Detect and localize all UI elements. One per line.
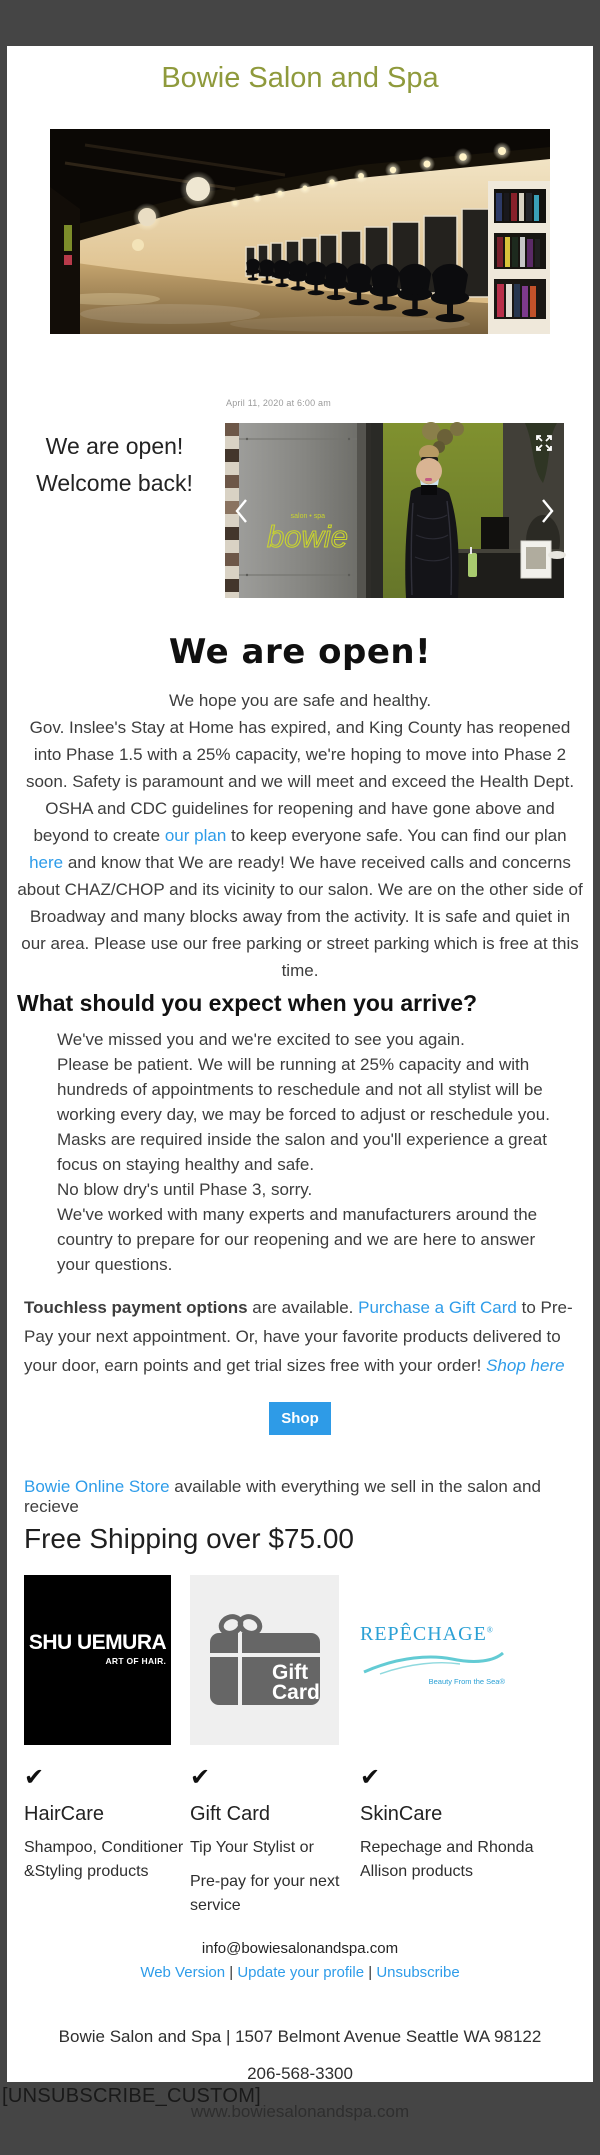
aside-line-1: We are open! — [45, 433, 184, 459]
touchless-bold: Touchless payment options — [24, 1298, 248, 1317]
shop-button[interactable]: Shop — [269, 1402, 331, 1435]
shu-uemura-brand-text: SHU UEMURA — [28, 1630, 167, 1654]
shop-here-link[interactable]: Shop here — [486, 1356, 565, 1375]
intro-line-1: We hope you are safe and healthy. — [168, 691, 432, 710]
product-grid — [24, 1575, 593, 1918]
free-shipping-heading: Free Shipping over $75.00 — [24, 1523, 354, 1554]
repechage-tagline: Beauty From the Sea® — [428, 1677, 505, 1686]
list-item: Please be patient. We will be running at 25% capacity and with hundreds of appointments to reschedule and not all stylist will be working every day, we may be forced to adjust or reschedule you. — [57, 1055, 550, 1124]
list-item: Masks are required inside the salon and you'll experience a great focus on staying healthy and safe. — [57, 1130, 547, 1174]
footer-address: Bowie Salon and Spa | 1507 Belmont Avenue Seattle WA 98122 — [58, 2027, 542, 2046]
aside-line-2: Welcome back! — [36, 470, 193, 496]
product-column-skincare — [360, 1575, 541, 1918]
store-text: available with everything we sell in the salon and recieve — [24, 1477, 541, 1516]
store-paragraph — [24, 1477, 593, 1517]
checkmark-icon: ✔ — [24, 1764, 45, 1791]
contact-email: info@bowiesalonandspa.com — [201, 1940, 399, 1957]
our-plan-link[interactable]: our plan — [164, 826, 227, 845]
carousel — [225, 423, 564, 598]
pay-text-1: are available. — [247, 1298, 359, 1317]
giftcard-description — [190, 1836, 360, 1918]
separator: | — [225, 1964, 238, 1981]
salon-interior-image — [50, 129, 550, 334]
salon-logo-text: bowie — [267, 519, 348, 554]
unsubscribe-placeholder: [UNSUBSCRIBE_CUSTOM] — [2, 2085, 262, 2107]
shop-button-row — [7, 1402, 593, 1435]
footer-phone: 206-568-3300 — [247, 2064, 353, 2083]
main-heading: We are open! — [168, 632, 432, 672]
shu-uemura-sub-text: ART OF HAIR. — [105, 1655, 167, 1666]
haircare-title: HairCare — [24, 1803, 105, 1825]
spacer — [190, 1860, 360, 1870]
giftcard-desc-line2: Pre-pay for your next service — [190, 1873, 340, 1914]
repechage-logo — [360, 1623, 507, 1646]
list-item: We've missed you and we're excited to see you again. — [57, 1030, 465, 1049]
registered-mark: ® — [486, 1625, 494, 1635]
skincare-title: SkinCare — [360, 1803, 443, 1825]
aside-note — [12, 428, 217, 502]
carousel-next-button[interactable] — [539, 496, 555, 526]
skincare-description: Repechage and Rhonda Allison products — [360, 1839, 534, 1880]
intro-text-1: Gov. Inslee's Stay at Home has expired, and King County has reopened into Phase 1.5 with a 25% capacity, we're hoping to move into Phase 2 soon. Safety is paramount and we will meet and exceed the Health Dept. OSHA and CDC guidelines for reopening and have gone above and beyond to create — [25, 718, 575, 845]
payment-paragraph — [24, 1293, 580, 1380]
page-title: Bowie Salon and Spa — [161, 62, 439, 94]
purchase-gift-card-link[interactable]: Purchase a Gift Card — [358, 1298, 517, 1317]
product-column-haircare — [24, 1575, 190, 1918]
shu-uemura-image — [24, 1575, 171, 1745]
gift-card-image — [190, 1575, 339, 1745]
haircare-desc-line2: &Styling products — [24, 1863, 149, 1880]
shu-uemura-logo — [29, 1631, 166, 1666]
separator: | — [364, 1964, 377, 1981]
gift-card-text-line1: Gift — [271, 1661, 308, 1684]
carousel-prev-button[interactable] — [233, 496, 249, 526]
post-section — [7, 398, 593, 599]
online-store-link[interactable]: Bowie Online Store — [24, 1477, 170, 1496]
social-post-widget — [225, 398, 564, 598]
unsubscribe-link[interactable]: Unsubscribe — [376, 1964, 460, 1981]
salon-logo-subtext: salon • spa — [290, 513, 325, 520]
giftcard-desc-line1: Tip Your Stylist or — [190, 1839, 314, 1856]
storefront-photo — [225, 423, 564, 598]
haircare-description — [24, 1836, 190, 1884]
intro-text-3: and know that We are ready! We have received calls and concerns about CHAZ/CHOP and its vicinity to our salon. We are on the other side of Broadway and many blocks away from the activity. It is safe and quiet in our area. Please use our free parking or street parking which is free at this time. — [17, 853, 583, 980]
repechage-image — [360, 1575, 507, 1745]
gift-card-text-line2: Card — [271, 1681, 320, 1704]
wave-graphic — [360, 1646, 507, 1680]
list-item: We've worked with many experts and manufacturers around the country to prepare for our reopening and we are here to answer your questions. — [57, 1205, 538, 1274]
pay-text-2: to Pre-Pay your next appointment. Or, have your favorite products delivered to your door, earn points and get trial sizes free with your order! — [24, 1298, 573, 1375]
checkmark-icon: ✔ — [360, 1764, 381, 1791]
product-column-giftcard — [190, 1575, 360, 1918]
expect-list — [57, 1027, 557, 1277]
intro-paragraph — [17, 687, 583, 984]
list-item: No blow dry's until Phase 3, sorry. — [57, 1180, 313, 1199]
here-link[interactable]: here — [29, 853, 64, 872]
giftcard-title: Gift Card — [190, 1803, 271, 1825]
footer-links — [7, 1964, 593, 1981]
web-version-link[interactable]: Web Version — [140, 1964, 226, 1981]
repechage-brand-text: REPÊCHAGE — [360, 1623, 487, 1645]
update-profile-link[interactable]: Update your profile — [237, 1964, 365, 1981]
intro-text-2: to keep everyone safe. You can find our plan — [226, 826, 567, 845]
post-timestamp: April 11, 2020 at 6:00 am — [226, 398, 331, 408]
checkmark-icon: ✔ — [190, 1764, 211, 1791]
expect-heading: What should you expect when you arrive? — [17, 990, 478, 1016]
expand-icon[interactable] — [533, 432, 555, 454]
footer-website: www.bowiesalonandspa.com — [190, 2102, 410, 2121]
haircare-desc-line1: Shampoo, Conditioner — [24, 1839, 184, 1856]
